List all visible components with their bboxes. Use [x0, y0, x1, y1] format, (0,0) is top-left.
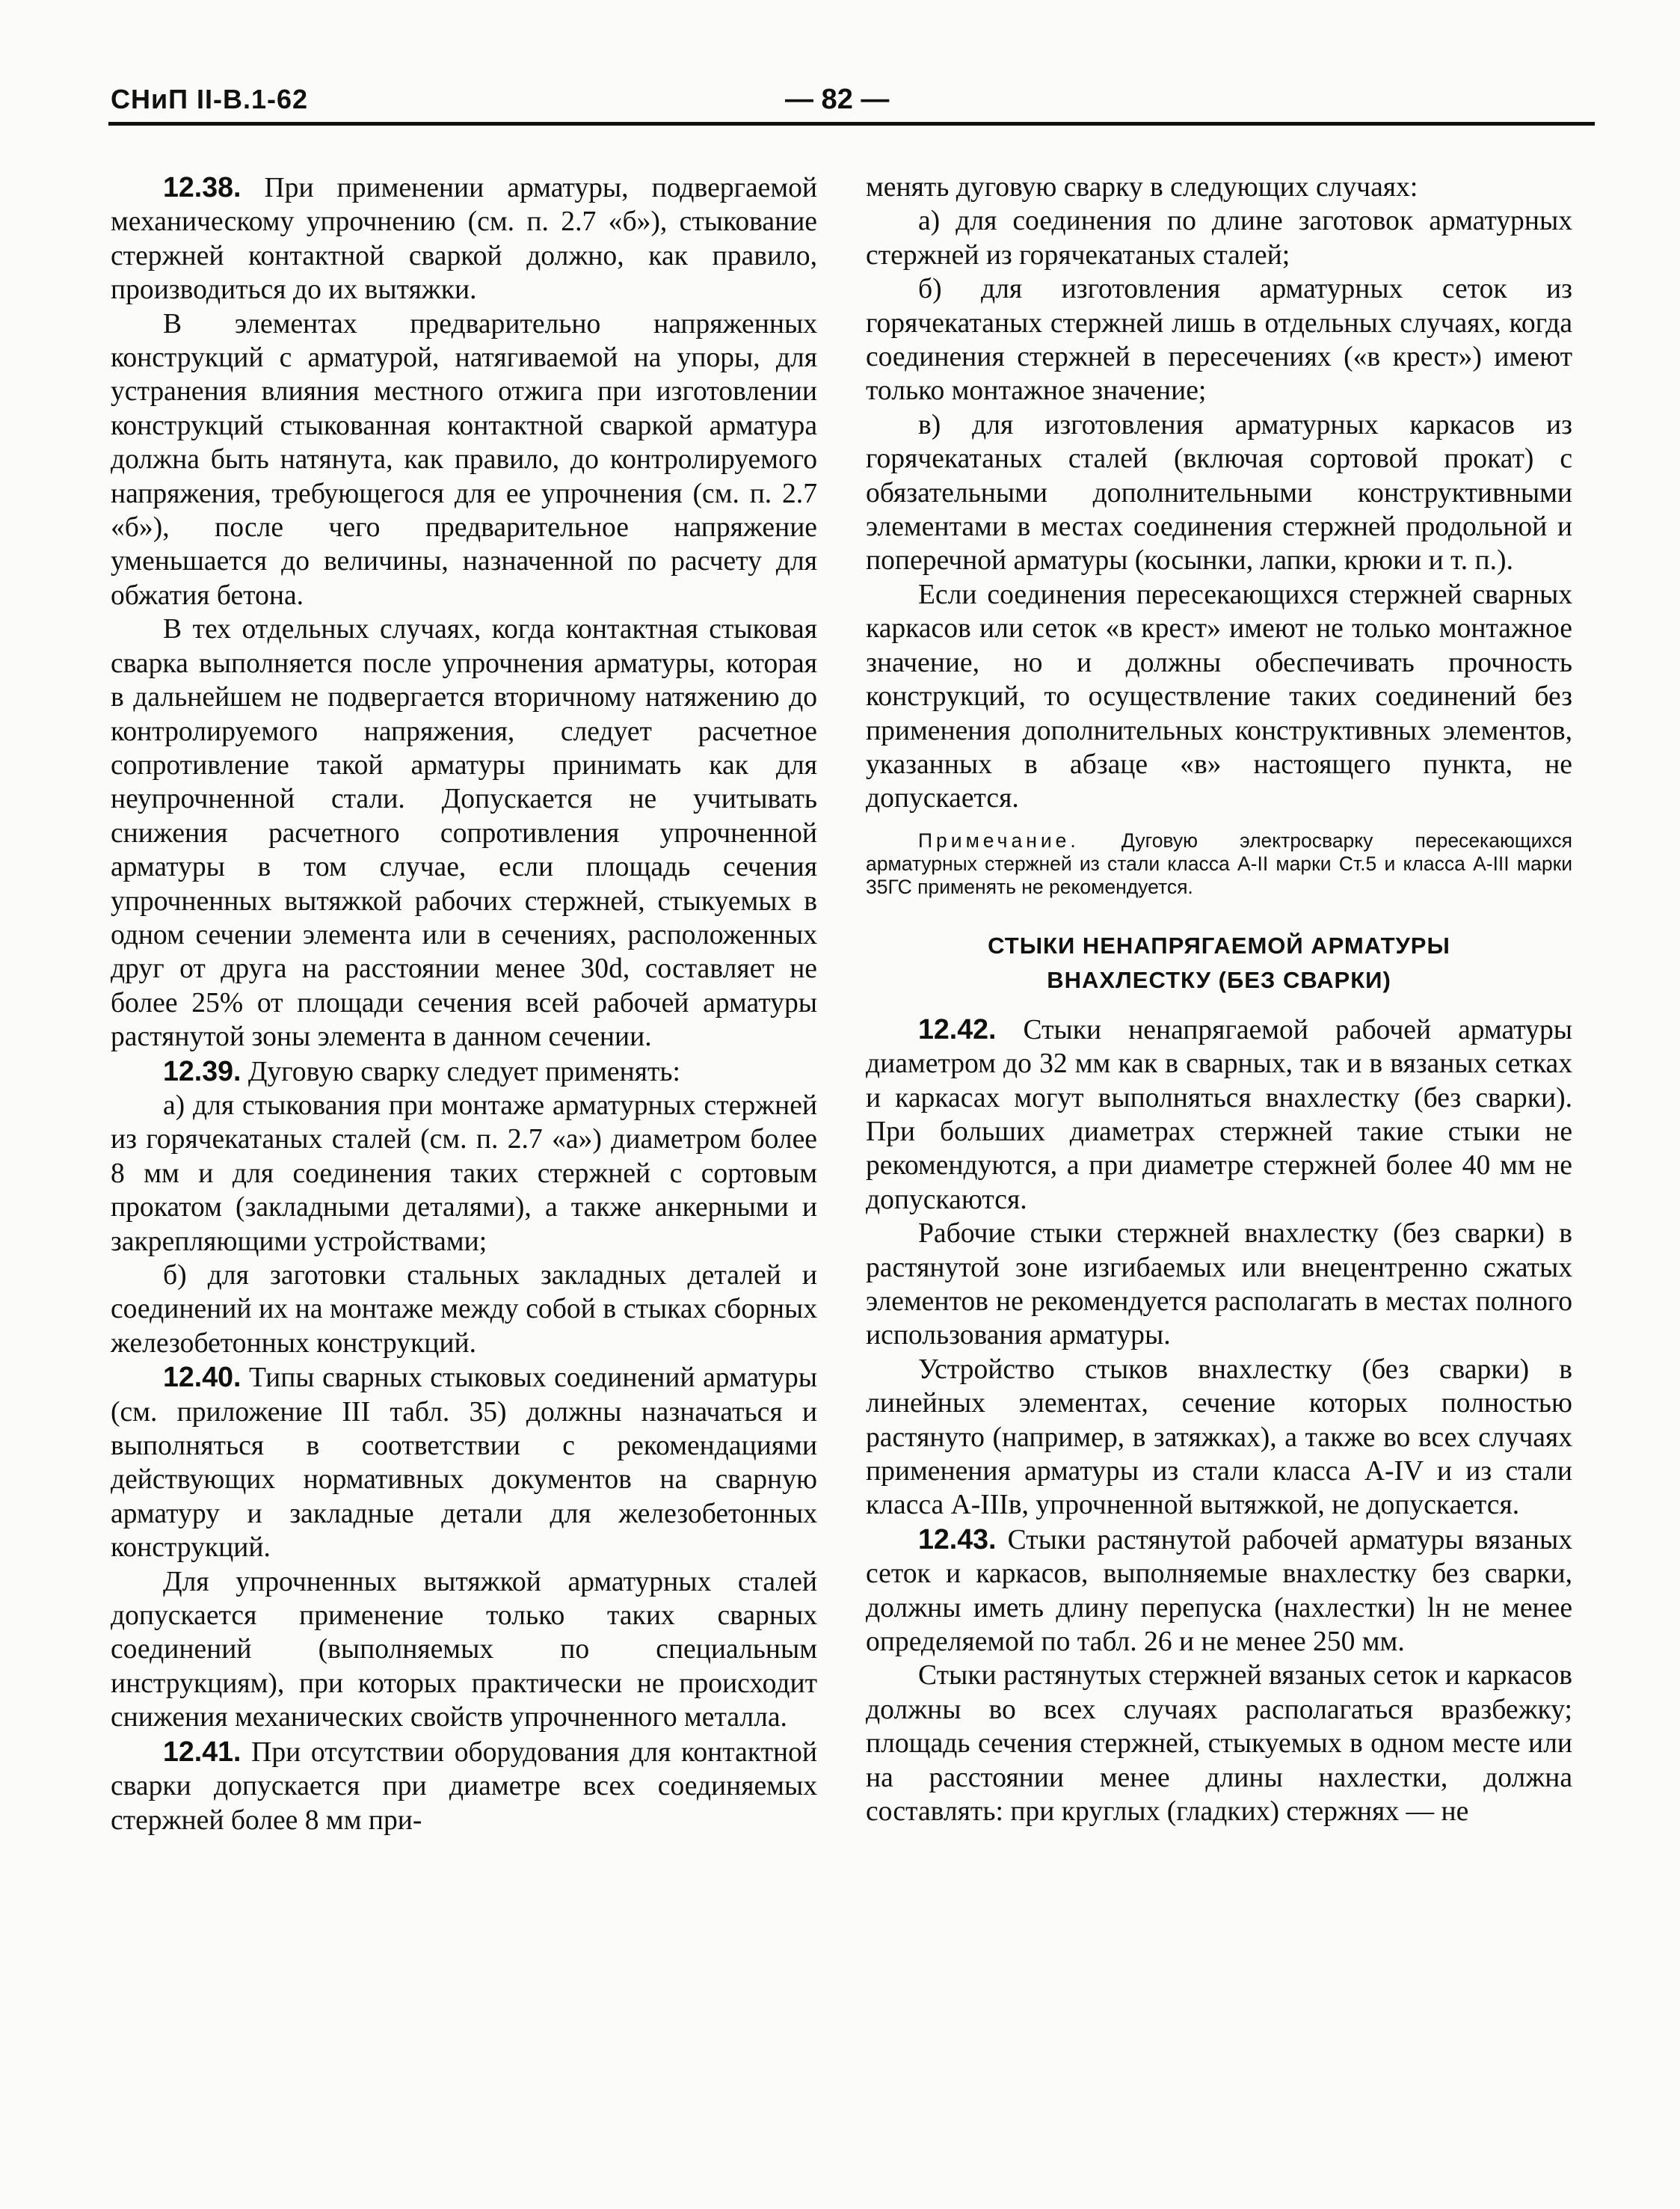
- paragraph-text: Типы сварных стыковых соединений арматуры (см. приложение III табл. 35) должны назначаться и выполняться в соответствии с рекомендациями действующих нормативных документов на сварную арматуру и закладные детали для железобетонных конструкций.: [111, 1362, 817, 1564]
- page-number: — 82 —: [785, 84, 890, 115]
- section-heading: [866, 929, 1572, 998]
- list-item: в) для изготовления арматурных каркасов из горячекатаных сталей (включая сортовой прокат) с обязательными дополнительными конструктивными элементами в местах соединения стержней продольной и поперечной арматуры (косынки, лапки, крюки и т. п.).: [866, 409, 1572, 577]
- paragraph: В тех отдельных случаях, когда контактная стыковая сварка выполняется после упрочнения арматуры, которая в дальнейшем не подвергается вторичному натяжению до контролируемого напряжения, следует расчетное сопротивление такой арматуры принимать как для неупрочненной стали. Допускается не учитывать снижения расчетного сопротивления упрочненной арматуры в том случае, если площадь сечения упрочненных вытяжкой рабочих стержней, стыкуемых в одном сечении элемента или в сечениях, расположенных друг от друга на расстоянии менее 30d, составляет не более 25% от площади сечения всей рабочей арматуры растянутой зоны элемента в данном сечении.: [111, 614, 817, 1053]
- document-code: СНиП II-В.1-62: [111, 84, 309, 114]
- list-item: б) для заготовки стальных закладных деталей и соединений их на монтаже между собой в стыках сборных железобетонных конструкций.: [111, 1260, 817, 1359]
- list-item: а) для соединения по длине заготовок арматурных стержней из горячекатаных сталей;: [866, 206, 1572, 271]
- paragraph-12-40: [111, 1360, 817, 1564]
- paragraph: Стыки растянутых стержней вязаных сеток и каркасов должны во всех случаях располагаться вразбежку; площадь сечения стержней, стыкуемых в одном месте или на расстоянии менее длины нахлестки, должна составлять: при круглых (гладких) стержнях — не: [866, 1660, 1572, 1828]
- clause-number: 12.42.: [918, 1013, 997, 1045]
- clause-number: 12.43.: [918, 1523, 997, 1555]
- clause-number: 12.40.: [163, 1361, 241, 1393]
- paragraph-continuation: менять дуговую сварку в следующих случаях:: [866, 172, 1418, 203]
- clause-number: 12.41.: [163, 1735, 241, 1767]
- header-rule: [108, 122, 1595, 126]
- paragraph: Для упрочненных вытяжкой арматурных сталей допускается применение только таких сварных соединений (выполняемых по специальным инструкциям), при которых практически не происходит снижения механических свойств упрочненного металла.: [111, 1566, 817, 1733]
- paragraph-text: Стыки растянутой рабочей арматуры вязаных сеток и каркасов, выполняемые внахлестку без сварки, должны иметь длину перепуска (нахлестки) lн не менее определяемой по табл. 26 и не менее 250 мм.: [866, 1524, 1572, 1658]
- paragraph: В элементах предварительно напряженных конструкций с арматурой, натягиваемой на упоры, для устранения влияния местного отжига при изготовлении конструкций стыкованная контактной сваркой арматура должна быть натянута, как правило, до контролируемого напряжения, требующегося для ее упрочнения (см. п. 2.7 «б»), после чего предварительное напряжение уменьшается до величины, назначенной по расчету для обжатия бетона.: [111, 308, 817, 611]
- left-column: [111, 170, 817, 1837]
- paragraph-12-41: [111, 1735, 817, 1837]
- list-item: б) для изготовления арматурных сеток из горячекатаных стержней лишь в отдельных случаях, когда соединения стержней в пересечениях («в крест») имеют только монтажное значение;: [866, 274, 1572, 407]
- heading-line: СТЫКИ НЕНАПРЯГАЕМОЙ АРМАТУРЫ: [988, 932, 1450, 959]
- heading-line: ВНАХЛЕСТКУ (БЕЗ СВАРКИ): [1047, 966, 1391, 993]
- paragraph: Устройство стыков внахлестку (без сварки) в линейных элементах, сечение которых полностью растянуто (например, в затяжках), а также во всех случаях применения арматуры из стали класса А-IV и из стали класса А-IIIв, упрочненной вытяжкой, не допускается.: [866, 1354, 1572, 1521]
- paragraph-text: Стыки ненапрягаемой рабочей арматуры диаметром до 32 мм как в сварных, так и в вязаных сетках и каркасах могут выполняться внахлестку (без сварки). При больших диаметрах стержней такие стыки не рекомендуются, а при диаметре стержней более 40 мм не допускаются.: [866, 1014, 1572, 1215]
- list-item: а) для стыкования при монтаже арматурных стержней из горячекатаных сталей (см. п. 2.7 «а») диаметром более 8 мм и для соединения таких стержней с сортовым прокатом (закладными деталями), а также анкерными и закрепляющими устройствами;: [111, 1090, 817, 1257]
- paragraph: Рабочие стыки стержней внахлестку (без сварки) в растянутой зоне изгибаемых или внецентренно сжатых элементов не рекомендуется располагать в местах полного использования арматуры.: [866, 1218, 1572, 1351]
- paragraph: Если соединения пересекающихся стержней сварных каркасов или сеток «в крест» имеют не только монтажное значение, но и должны обеспечивать прочность конструкций, то осуществление таких соединений без применения дополнительных конструктивных элементов, указанных в абзаце «в» настоящего пункта, не допускается.: [866, 579, 1572, 814]
- paragraph-12-43: [866, 1523, 1572, 1659]
- note-text: Дуговую электросварку пересекающихся арматурных стержней из стали класса А-II марки Ст.5 и класса А-III марки 35ГС применять не рекомендуется.: [866, 829, 1572, 898]
- paragraph-text: Дуговую сварку следует применять:: [241, 1056, 680, 1087]
- paragraph-text: При применении арматуры, подвергаемой механическому упрочнению (см. п. 2.7 «б»), стыкование стержней контактной сваркой должно, как правило, производиться до их вытяжки.: [111, 173, 817, 306]
- note-label: Примечание.: [918, 829, 1080, 852]
- clause-number: 12.38.: [163, 171, 241, 203]
- paragraph-12-38: [111, 170, 817, 307]
- paragraph-text: При отсутствии оборудования для контактной сварки допускается при диаметре всех соединяемых стержней более 8 мм при-: [111, 1736, 817, 1836]
- paragraph-12-42: [866, 1013, 1572, 1217]
- paragraph-12-39: [111, 1054, 817, 1089]
- right-column: [866, 170, 1572, 1828]
- clause-number: 12.39.: [163, 1054, 241, 1087]
- note: [866, 829, 1572, 899]
